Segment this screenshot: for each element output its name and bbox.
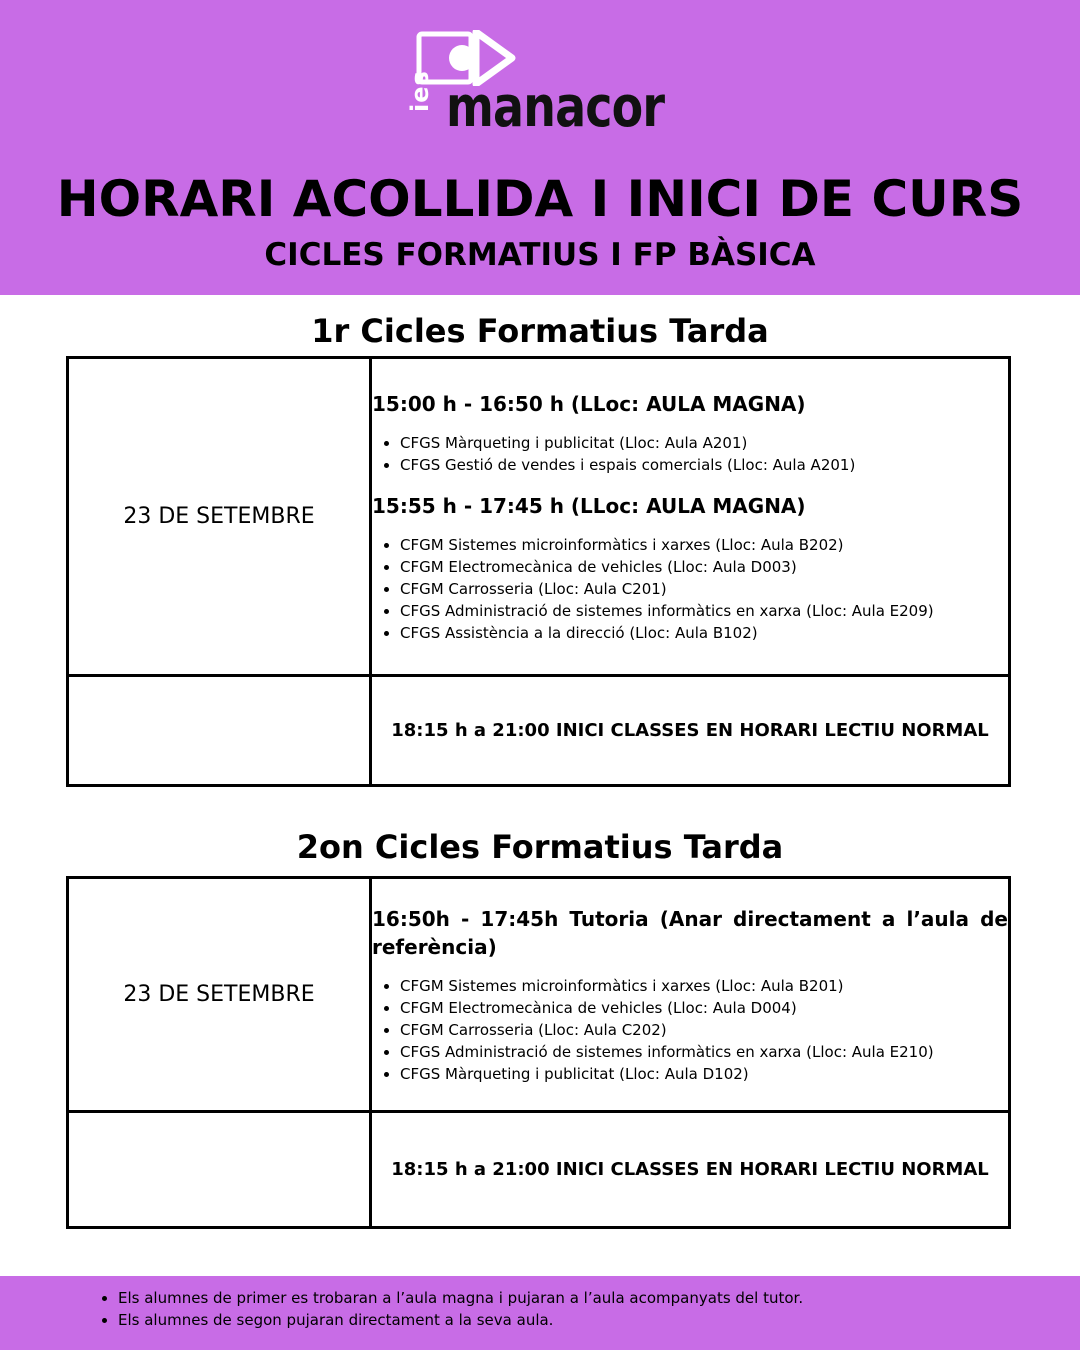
course-list — [372, 432, 1008, 476]
table-row — [68, 1112, 1010, 1228]
list-item: • CFGM Electromecànica de vehicles (Lloc: Aula D004) — [400, 997, 1008, 1019]
table-row — [68, 878, 1010, 1112]
slot-time: 16:50h - 17:45h Tutoria (Anar directament a l’aula de referència) — [372, 906, 1008, 959]
list-item: • CFGS Assistència a la direcció (Lloc: Aula B102) — [400, 622, 1008, 644]
list-item: • CFGM Carrosseria (Lloc: Aula C202) — [400, 1019, 1008, 1041]
class-start-cell: 18:15 h a 21:00 INICI CLASSES EN HORARI LECTIU NORMAL — [371, 1112, 1010, 1228]
list-item: • Els alumnes de segon pujaran directament a la seva aula. — [118, 1309, 1080, 1331]
schedule-table-second-year — [66, 876, 1011, 1229]
course-list — [372, 534, 1008, 644]
course-list — [372, 975, 1008, 1085]
schedule-table-first-year — [66, 356, 1011, 787]
notes-list — [0, 1276, 1080, 1331]
section-title-second-year: 2on Cicles Formatius Tarda — [296, 828, 784, 866]
list-item: • CFGM Sistemes microinformàtics i xarxes (Lloc: Aula B202) — [400, 534, 1008, 556]
list-item: • CFGM Carrosseria (Lloc: Aula C201) — [400, 578, 1008, 600]
logo-name: manacor — [446, 75, 665, 140]
list-item: • CFGS Gestió de vendes i espais comercials (Lloc: Aula A201) — [400, 454, 1008, 476]
page-subtitle: CICLES FORMATIUS I FP BÀSICA — [264, 237, 816, 273]
list-item: • CFGM Sistemes microinformàtics i xarxes (Lloc: Aula B201) — [400, 975, 1008, 997]
page-title: HORARI ACOLLIDA I INICI DE CURS — [56, 170, 1024, 228]
ies-manacor-logo — [406, 30, 680, 140]
list-item: • Els alumnes de primer es trobaran a l’aula magna i pujaran a l’aula acompanyats del tutor. — [118, 1287, 1080, 1309]
footer-notes — [0, 1276, 1080, 1350]
list-item: • CFGS Administració de sistemes informàtics en xarxa (Lloc: Aula E209) — [400, 600, 1008, 622]
sessions-cell — [371, 878, 1010, 1112]
header-banner — [0, 0, 1080, 295]
list-item: • CFGM Electromecànica de vehicles (Lloc: Aula D003) — [400, 556, 1008, 578]
empty-cell — [68, 676, 371, 786]
date-cell: 23 DE SETEMBRE — [68, 358, 371, 676]
table-row — [68, 358, 1010, 676]
table-row — [68, 676, 1010, 786]
class-start-cell: 18:15 h a 21:00 INICI CLASSES EN HORARI LECTIU NORMAL — [371, 676, 1010, 786]
sessions-cell — [371, 358, 1010, 676]
list-item: • CFGS Màrqueting i publicitat (Lloc: Aula A201) — [400, 432, 1008, 454]
slot-time: 15:55 h - 17:45 h (LLoc: AULA MAGNA) — [372, 493, 806, 518]
slot-time: 15:00 h - 16:50 h (LLoc: AULA MAGNA) — [372, 391, 806, 416]
list-item: • CFGS Màrqueting i publicitat (Lloc: Aula D102) — [400, 1063, 1008, 1085]
section-title-first-year: 1r Cicles Formatius Tarda — [311, 312, 769, 350]
empty-cell — [68, 1112, 371, 1228]
date-cell: 23 DE SETEMBRE — [68, 878, 371, 1112]
logo-prefix: ies — [406, 70, 434, 112]
list-item: • CFGS Administració de sistemes informàtics en xarxa (Lloc: Aula E210) — [400, 1041, 1008, 1063]
